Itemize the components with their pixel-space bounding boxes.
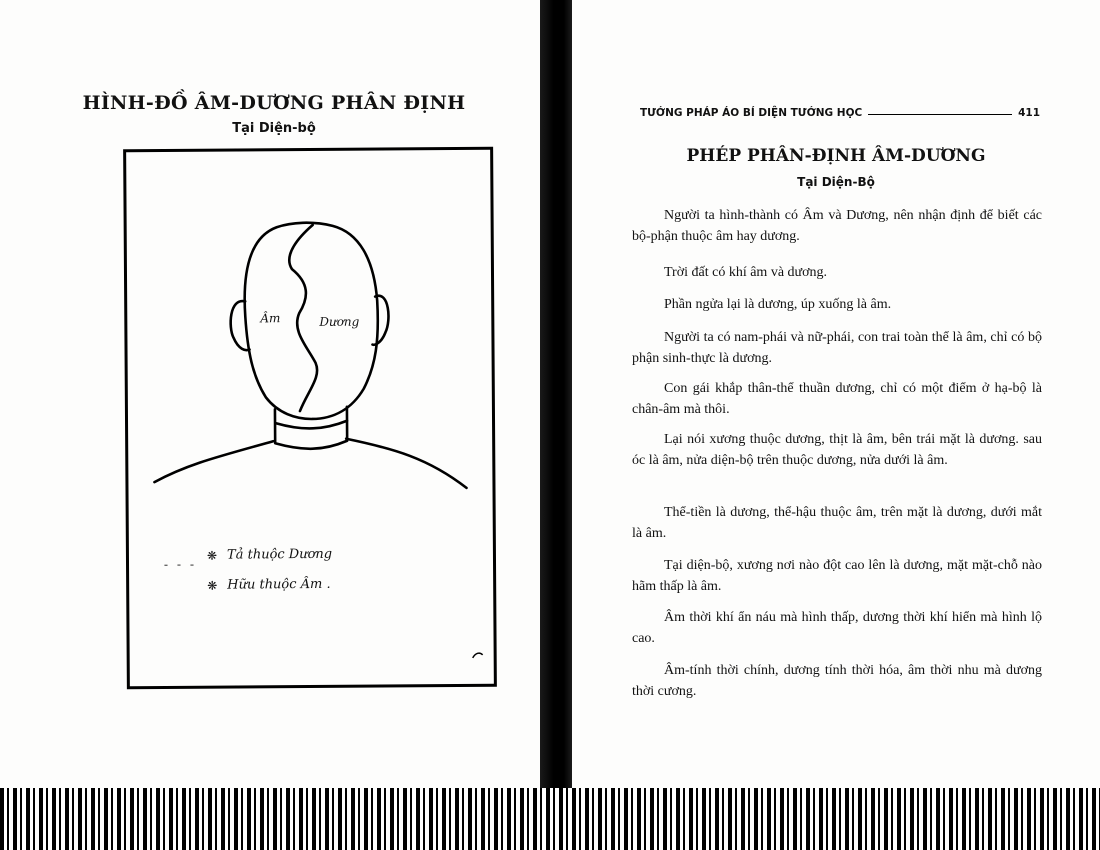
scan-edge-stripes [0, 788, 1100, 850]
note-right-side [207, 577, 331, 593]
paragraph: Tại diện-bộ, xương nơi nào đột cao lên là dương, mặt mặt-chỗ nào hãm thấp là âm. [632, 558, 1042, 594]
paragraph: Âm-tính thời chính, dương tính thời hóa, âm thời nhu mà dương thời cương. [632, 663, 1042, 699]
paragraph: Lại nói xương thuộc dương, thịt là âm, bên trái mặt là dương. sau óc là âm, nửa diện-bộ trên thuộc dương, nửa dưới là âm. [632, 432, 1042, 468]
asterisk-icon: ❋ [206, 548, 218, 563]
note-text: Hữu thuộc Âm . [227, 576, 331, 593]
head-diagram [126, 150, 494, 687]
page-number: 411 [1018, 107, 1040, 119]
text-page-subtitle: Tại Diện-Bộ [797, 175, 875, 189]
running-head-rule [868, 114, 1012, 115]
diagram-page-title: HÌNH-ĐỒ ÂM-DƯƠNG PHÂN ĐỊNH [82, 92, 466, 114]
paragraph: Thể-tiền là dương, thể-hậu thuộc âm, trên mặt là dương, dưới mắt là âm. [632, 505, 1042, 541]
collar-line [276, 421, 347, 429]
right-ear [372, 296, 389, 345]
right-page [572, 0, 1100, 850]
am-label: Âm [260, 311, 281, 326]
note-text: Tả thuộc Dương [226, 546, 333, 563]
note-left-side [207, 547, 332, 563]
paragraph: Người ta có nam-phái và nữ-phái, con trai toàn thể là âm, chỉ có bộ phận sinh-thực là dương. [632, 330, 1042, 366]
paragraph: Con gái khắp thân-thể thuần dương, chỉ có một điểm ở hạ-bộ là chân-âm mà thôi. [632, 381, 1042, 417]
running-head-title: TƯỚNG PHÁP ÁO BÍ DIỆN TƯỚNG HỌC [640, 107, 863, 119]
paragraph: Người ta hình-thành có Âm và Dương, nên nhận định để biết các bộ-phận thuộc âm hay dương. [632, 208, 1042, 244]
yin-yang-divider [289, 225, 317, 411]
text-page-title: PHÉP PHÂN-ĐỊNH ÂM-DƯƠNG [686, 146, 986, 166]
shoulders-outline [154, 438, 466, 490]
asterisk-icon: ❋ [207, 578, 218, 593]
note-dash: - - - [163, 556, 198, 572]
duong-label: Dương [319, 314, 360, 329]
running-head [640, 101, 1040, 119]
paragraph: Âm thời khí ẩn náu mà hình thấp, dương thời khí hiển mà hình lộ cao. [632, 610, 1042, 646]
paragraph: Phần ngửa lại là dương, úp xuống là âm. [664, 297, 892, 312]
paragraph: Trời đất có khí âm và dương. [664, 265, 828, 280]
left-page [0, 0, 548, 850]
diagram-frame [123, 147, 497, 690]
diagram-page-subtitle: Tại Diện-bộ [232, 121, 316, 136]
book-gutter [540, 0, 574, 850]
